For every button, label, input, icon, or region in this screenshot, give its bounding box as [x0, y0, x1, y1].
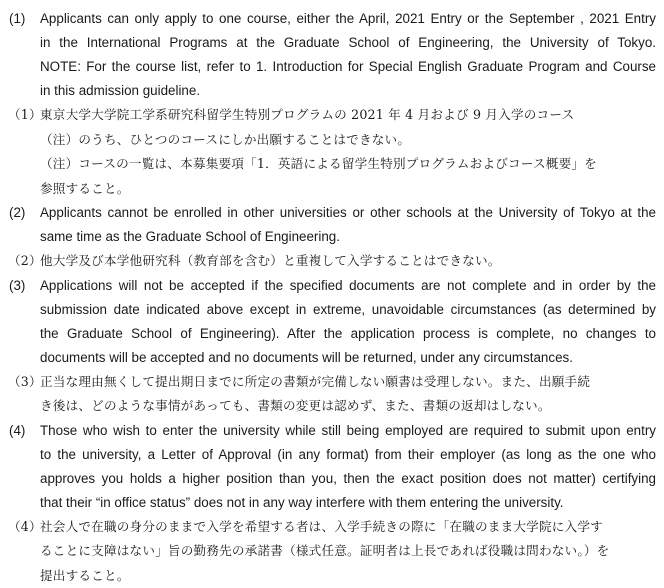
japanese-clause-4 — [8, 515, 656, 588]
text-line: （注）のうち、ひとつのコースにしか出願することはできない。 — [40, 128, 656, 153]
clause-number: (4) — [8, 419, 40, 443]
clause-number: （4） — [8, 515, 40, 540]
text-line: in this admission guideline. — [40, 79, 656, 103]
text-line: Applications will not be accepted if the specified documents are not complete and in order by the — [40, 274, 656, 298]
text-line: ることに支障はない」旨の勤務先の承諾書（様式任意。証明者は上長であれば役職は問わない。）を — [40, 539, 656, 564]
japanese-clause-2 — [8, 249, 656, 274]
japanese-clause-3 — [8, 370, 656, 419]
text-line: the Graduate School of Engineering). After the application process is complete, no changes to — [40, 322, 656, 346]
text-line: NOTE: For the course list, refer to 1. Introduction for Special English Graduate Program and Course — [40, 55, 656, 79]
text-line: approves you holds a higher position than you, then the exact position does not matter) certifying — [40, 467, 656, 491]
clause-text — [40, 274, 656, 370]
clause-text — [40, 249, 656, 274]
text-line: same time as the Graduate School of Engineering. — [40, 225, 656, 249]
text-line: 参照すること。 — [40, 177, 656, 202]
text-line: 正当な理由無くして提出期日までに所定の書類が完備しない願書は受理しない。また、出願手続 — [40, 370, 656, 395]
text-line: in the International Programs at the Graduate School of Engineering, the University of Tokyo. — [40, 31, 656, 55]
text-line: documents will be accepted and no documents will be returned, under any circumstances. — [40, 346, 656, 370]
english-clause-3 — [8, 274, 656, 370]
clause-number: (1) — [8, 7, 40, 31]
clause-number: (3) — [8, 274, 40, 298]
clause-text — [40, 201, 656, 249]
clause-text — [40, 370, 656, 419]
text-line: 提出すること。 — [40, 564, 656, 588]
clause-number: （1） — [8, 103, 40, 128]
text-line: 東京大学大学院工学系研究科留学生特別プログラムの 2021 年 4 月および 9 月入学のコース — [40, 103, 656, 128]
text-line: that their “in office status” does not in any way interfere with them entering the university. — [40, 491, 656, 515]
clause-text — [40, 7, 656, 103]
text-line: to the university, a Letter of Approval (in any format) from their employer (as long as the one who — [40, 443, 656, 467]
text-line: Applicants cannot be enrolled in other universities or other schools at the University of Tokyo at the — [40, 201, 656, 225]
text-line: （注）コースの一覧は、本募集要項「1．英語による留学生特別プログラムおよびコース概要」を — [40, 152, 656, 177]
clause-number: （2） — [8, 249, 40, 274]
clause-text — [40, 515, 656, 588]
english-clause-4 — [8, 419, 656, 515]
text-line: 他大学及び本学他研究科（教育部を含む）と重複して入学することはできない。 — [40, 249, 656, 274]
japanese-clause-1 — [8, 103, 656, 201]
clause-number: (2) — [8, 201, 40, 225]
clause-text — [40, 103, 656, 201]
text-line: き後は、どのような事情があっても、書類の変更は認めず、また、書類の返却はしない。 — [40, 394, 656, 419]
text-line: Applicants can only apply to one course, either the April, 2021 Entry or the September , 2021 Entry — [40, 7, 656, 31]
clause-text — [40, 419, 656, 515]
clause-number: （3） — [8, 370, 40, 395]
english-clause-2 — [8, 201, 656, 249]
english-clause-1 — [8, 7, 656, 103]
text-line: Those who wish to enter the university while still being employed are required to submit upon entry — [40, 419, 656, 443]
text-line: 社会人で在職の身分のままで入学を希望する者は、入学手続きの際に「在職のまま大学院に入学す — [40, 515, 656, 540]
text-line: submission date indicated above except in extreme, unavoidable circumstances (as determined by — [40, 298, 656, 322]
